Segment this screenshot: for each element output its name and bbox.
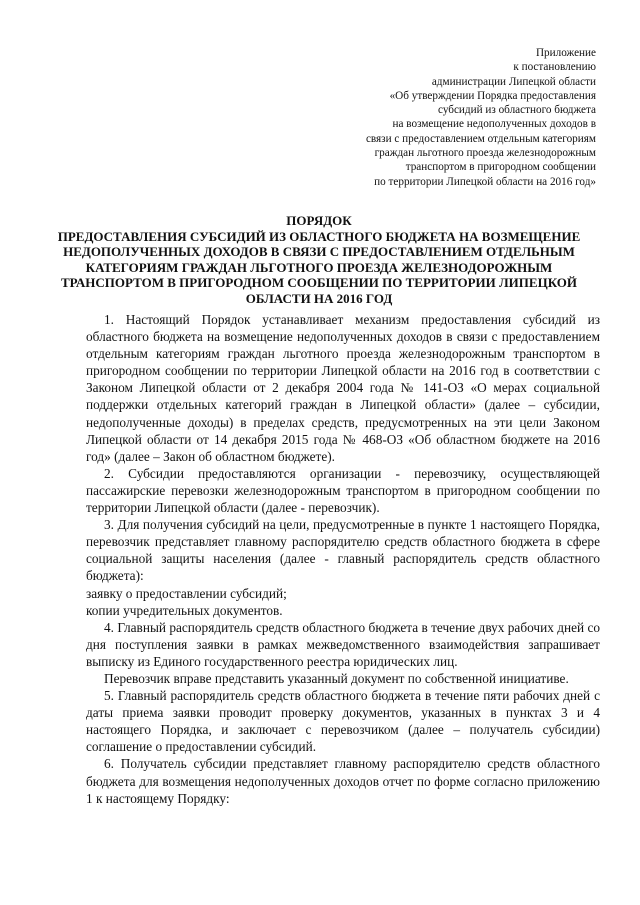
appendix-line: граждан льготного проезда железнодорожным [374, 147, 596, 160]
paragraph-4: 4. Главный распорядитель средств областного бюджета в течение двух рабочих дней со дня поступления заявки в рамках межведомственного взаимодействия запрашивает выписку из Единого государственного реестра юридических лиц. [86, 619, 600, 669]
title-line: КАТЕГОРИЯМ ГРАЖДАН ЛЬГОТНОГО ПРОЕЗДА ЖЕЛЕЗНОДОРОЖНЫМ [85, 259, 553, 275]
appendix-line: администрации Липецкой области [431, 75, 596, 88]
appendix-line: субсидий из областного бюджета [438, 104, 596, 117]
appendix-line: Приложение [535, 47, 596, 59]
list-item: копии учредительных документов. [86, 602, 283, 618]
title-line: НЕДОПОЛУЧЕННЫХ ДОХОДОВ В СВЯЗИ С ПРЕДОСТАВЛЕНИЕМ ОТДЕЛЬНЫМ [63, 244, 575, 260]
title-line: ПРЕДОСТАВЛЕНИЯ СУБСИДИЙ ИЗ ОБЛАСТНОГО БЮДЖЕТА НА ВОЗМЕЩЕНИЕ [57, 228, 581, 244]
paragraph-5: 5. Главный распорядитель средств областного бюджета в течение пяти рабочих дней с даты приема заявки проводит проверку документов, указанных в пунктах 3 и 4 настоящего Порядка, и заключает с перевозчиком (далее – получатель субсидии) соглашение о предоставлении субсидий. [86, 688, 600, 755]
appendix-line: связи с предоставлением отдельным категориям [365, 132, 596, 145]
paragraph-3: 3. Для получения субсидий на цели, предусмотренные в пункте 1 настоящего Порядка, перевозчик представляет главному распорядителю средств областного бюджета в сфере социальной защиты населения (далее - главный распорядитель средств областного бюджета): [86, 517, 600, 584]
title-line: ОБЛАСТИ НА 2016 ГОД [245, 290, 393, 306]
appendix-line: по территории Липецкой области на 2016 год» [374, 175, 596, 188]
paragraph-4b: Перевозчик вправе представить указанный документ по собственной инициативе. [104, 670, 569, 686]
document-body [86, 311, 600, 807]
appendix-line: на возмещение недополученных доходов в [392, 118, 596, 131]
title-line: ПОРЯДОК [286, 213, 352, 228]
paragraph-2: 2. Субсидии предоставляются организации - перевозчику, осуществляющей пассажирские перевозки железнодорожным транспортом в пригородном сообщении по территории Липецкой области (далее - перевозчик). [86, 465, 600, 516]
paragraph-6: 6. Получатель субсидии представляет главному распорядителю средств областного бюджета для возмещения недополученных доходов отчет по форме согласно приложению 1 к настоящему Порядку: [86, 756, 600, 806]
document-title [40, 213, 598, 307]
appendix-line: «Об утверждении Порядка предоставления [389, 89, 596, 102]
list-item: заявку о предоставлении субсидий; [86, 585, 287, 601]
appendix-header [276, 46, 596, 189]
appendix-line: транспортом в пригородном сообщении [405, 161, 596, 174]
appendix-line: к постановлению [513, 61, 596, 74]
title-line: ТРАНСПОРТОМ В ПРИГОРОДНОМ СООБЩЕНИИ ПО ТЕРРИТОРИИ ЛИПЕЦКОЙ [60, 275, 578, 291]
paragraph-1: 1. Настоящий Порядок устанавливает механизм предоставления субсидий из областного бюджета на возмещение недополученных доходов в связи с предоставлением отдельным категориям граждан льготного проезда железнодорожным транспортом в пригородном сообщении по территории Липецкой области на 2016 год в соответствии с Законом Липецкой области от 2 декабря 2004 года № 141-ОЗ «О мерах социальной поддержки отдельных категорий граждан в Липецкой области» (далее – субсидии, недополученные доходы) в пределах средств, предусмотренных на эти цели Законом Липецкой области от 14 декабря 2015 года № 468-ОЗ «Об областном бюджете на 2016 год» (далее – Закон об областном бюджете). [86, 312, 600, 464]
